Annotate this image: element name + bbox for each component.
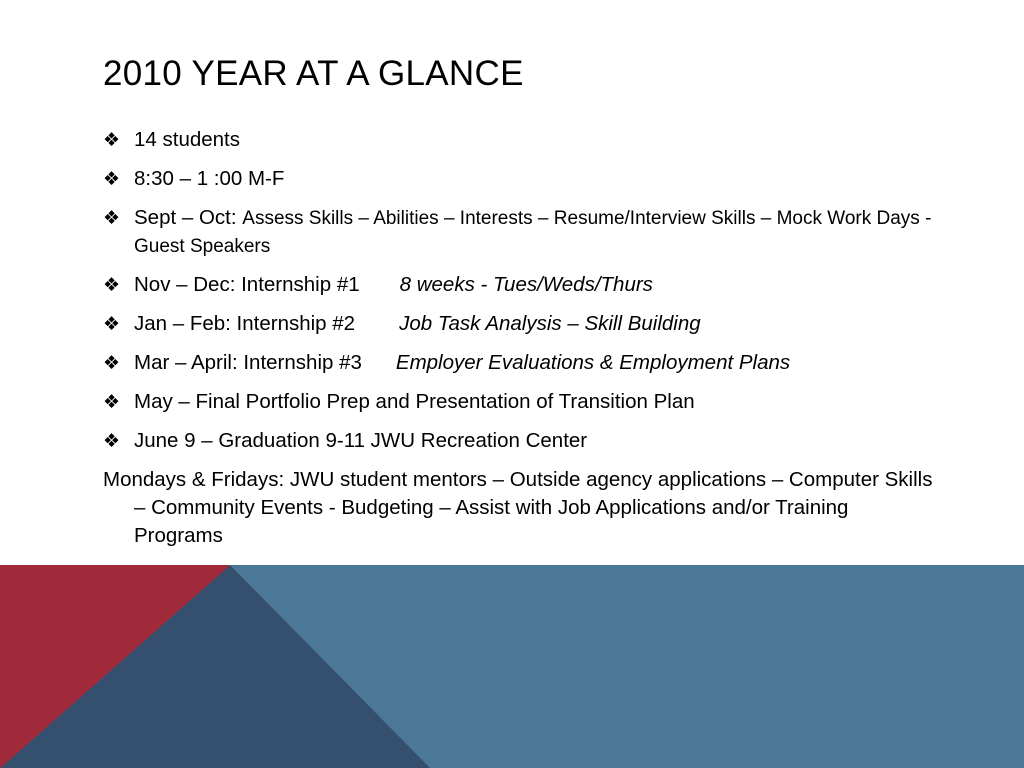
bullet-list — [103, 126, 933, 455]
decorative-band — [0, 565, 1024, 768]
bullet-text: 8:30 – 1 :00 M-F — [134, 167, 285, 190]
bullet-label: Mar – April: Internship #3 — [134, 351, 362, 374]
bullet-hours — [103, 165, 933, 193]
slide-title: 2010 YEAR AT A GLANCE — [103, 54, 524, 93]
bullet-text: May – Final Portfolio Prep and Presentation of Transition Plan — [134, 390, 695, 413]
diamond-bullet-icon: ❖ — [103, 430, 121, 452]
diamond-bullet-icon: ❖ — [103, 313, 121, 335]
bullet-mar-april — [103, 349, 933, 377]
bullet-label: Jan – Feb: Internship #2 — [134, 312, 356, 335]
bullet-students — [103, 126, 933, 154]
diamond-bullet-icon: ❖ — [103, 168, 121, 190]
bullet-nov-dec — [103, 271, 933, 299]
diamond-bullet-icon: ❖ — [103, 352, 121, 374]
bullet-detail: 8 weeks - Tues/Weds/Thurs — [399, 273, 653, 296]
closing-paragraph: Mondays & Fridays: JWU student mentors – Outside agency applications – Computer Skills – Community Events - Budgeting – Assist with Job Applications and/or Training Programs — [103, 468, 933, 547]
bullet-detail: Employer Evaluations & Employment Plans — [395, 351, 791, 374]
bullet-text: 14 students — [134, 128, 240, 151]
bullet-detail: Assess Skills – Abilities – Interests – Resume/Interview Skills – Mock Work Days - Guest Speakers — [134, 208, 932, 257]
bullet-june — [103, 427, 933, 455]
diamond-bullet-icon: ❖ — [103, 391, 121, 413]
diamond-bullet-icon: ❖ — [103, 207, 121, 229]
bullet-sept-oct — [103, 204, 933, 260]
bullet-label: Nov – Dec: Internship #1 — [134, 273, 360, 296]
bullet-detail: Job Task Analysis – Skill Building — [399, 312, 701, 335]
diamond-bullet-icon: ❖ — [103, 274, 121, 296]
bullet-label: Sept – Oct: — [134, 206, 237, 229]
bullet-jan-feb — [103, 310, 933, 338]
diamond-bullet-icon: ❖ — [103, 129, 121, 151]
bullet-text: June 9 – Graduation 9-11 JWU Recreation Center — [134, 429, 588, 452]
slide-content — [103, 126, 933, 550]
bullet-may — [103, 388, 933, 416]
